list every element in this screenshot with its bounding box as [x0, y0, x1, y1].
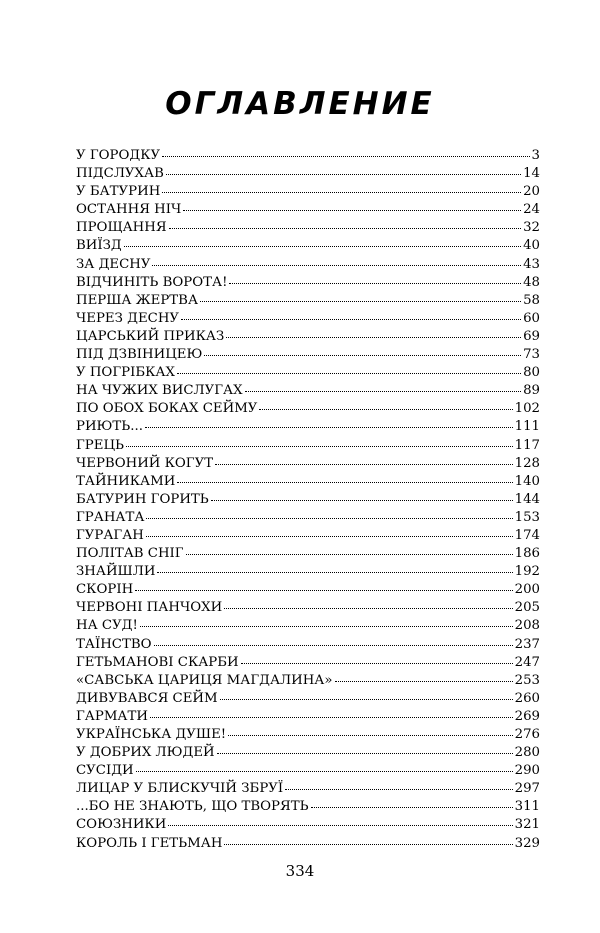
- toc-leader-dots: [135, 590, 512, 591]
- toc-entry-page: 32: [523, 220, 540, 236]
- toc-entry-page: 43: [523, 256, 540, 272]
- toc-entry-page: 3: [531, 148, 540, 163]
- toc-entry-title: ВІДЧИНІТЬ ВОРОТА!: [76, 274, 228, 290]
- toc-entry: [76, 310, 540, 328]
- toc-entry-title: У ГОРОДКУ: [76, 148, 161, 163]
- toc-entry-page: 48: [523, 274, 540, 290]
- page-title: ОГЛАВЛЕНИЕ: [165, 86, 435, 122]
- toc-entry-title: ...БО НЕ ЗНАЮТЬ, ЩО ТВОРЯТЬ: [76, 799, 309, 815]
- toc-entry-page: 40: [523, 238, 540, 254]
- toc-entry-title: ОСТАННЯ НІЧ: [76, 202, 182, 218]
- toc-entry-title: ГУРАГАН: [76, 527, 144, 543]
- toc-leader-dots: [186, 554, 513, 555]
- toc-entry: [76, 473, 540, 491]
- toc-entry-title: ПРОЩАННЯ: [76, 220, 167, 236]
- toc-entry-title: КОРОЛЬ І ГЕТЬМАН: [76, 835, 223, 851]
- toc-leader-dots: [136, 771, 513, 772]
- toc-leader-dots: [169, 228, 521, 229]
- toc-entry-title: БАТУРИН ГОРИТЬ: [76, 491, 209, 507]
- toc-entry-title: ПОЛІТАВ СНІГ: [76, 546, 184, 562]
- toc-entry-page: 329: [514, 835, 540, 851]
- toc-entry-title: ЗА ДЕСНУ: [76, 256, 151, 272]
- table-of-contents: [76, 147, 540, 853]
- toc-leader-dots: [200, 301, 521, 302]
- toc-leader-dots: [220, 699, 513, 700]
- toc-leader-dots: [245, 391, 521, 392]
- toc-entry: [76, 798, 540, 816]
- toc-entry: [76, 364, 540, 382]
- toc-leader-dots: [229, 283, 521, 284]
- toc-entry: [76, 581, 540, 599]
- toc-entry: [76, 382, 540, 400]
- toc-entry-title: ГЕТЬМАНОВІ СКАРБИ: [76, 654, 239, 670]
- toc-entry-page: 89: [523, 383, 540, 399]
- toc-entry-title: ДИВУВАВСЯ СЕЙМ: [76, 690, 218, 706]
- toc-entry: [76, 744, 540, 762]
- toc-entry-page: 140: [514, 473, 540, 489]
- toc-entry-title: ПО ОБОХ БОКАХ СЕЙМУ: [76, 401, 258, 417]
- toc-entry: [76, 147, 540, 165]
- toc-leader-dots: [157, 572, 512, 573]
- toc-entry-title: ЦАРСЬКИЙ ПРИКАЗ: [76, 328, 225, 344]
- toc-entry-page: 69: [523, 328, 540, 344]
- toc-entry: [76, 418, 540, 436]
- toc-entry-page: 144: [514, 491, 540, 507]
- toc-entry-title: ТАЙНИКАМИ: [76, 473, 176, 489]
- toc-entry-page: 128: [514, 455, 540, 471]
- toc-leader-dots: [168, 825, 512, 826]
- toc-entry: [76, 219, 540, 237]
- toc-leader-dots: [150, 717, 513, 718]
- toc-entry: [76, 636, 540, 654]
- toc-entry-title: У ПОГРІБКАХ: [76, 365, 175, 381]
- toc-entry-page: 117: [514, 437, 540, 453]
- toc-entry-page: 73: [523, 347, 540, 363]
- toc-entry-title: ЧЕРЕЗ ДЕСНУ: [76, 310, 180, 326]
- toc-leader-dots: [183, 210, 521, 211]
- toc-entry-title: НА ЧУЖИХ ВИСЛУГАХ: [76, 383, 243, 399]
- toc-entry-title: ЧЕРВОНИЙ КОГУТ: [76, 455, 214, 471]
- toc-entry-title: ЗНАЙШЛИ: [76, 564, 156, 580]
- toc-entry-page: 58: [523, 292, 540, 308]
- toc-leader-dots: [146, 518, 512, 519]
- toc-leader-dots: [162, 192, 521, 193]
- toc-leader-dots: [154, 645, 513, 646]
- toc-leader-dots: [224, 844, 512, 845]
- toc-entry-page: 24: [523, 202, 540, 218]
- toc-entry-title: СКОРІН: [76, 582, 134, 598]
- toc-leader-dots: [177, 482, 512, 483]
- toc-entry: [76, 437, 540, 455]
- toc-entry-title: ТАЇНСТВО: [76, 636, 152, 652]
- toc-entry: [76, 237, 540, 255]
- toc-entry-title: РИЮТЬ...: [76, 419, 143, 435]
- toc-entry-page: 200: [514, 582, 540, 598]
- toc-entry-title: «САВСЬКА ЦАРИЦЯ МАГДАЛИНА»: [76, 672, 333, 688]
- toc-entry-title: ГРЕЦЬ: [76, 437, 125, 453]
- toc-entry-title: ВИЇЗД: [76, 238, 122, 254]
- toc-entry-page: 311: [514, 799, 540, 815]
- toc-entry: [76, 346, 540, 364]
- toc-entry: [76, 201, 540, 219]
- toc-entry: [76, 183, 540, 201]
- toc-entry-title: ПІД ДЗВІНИЦЕЮ: [76, 347, 203, 363]
- toc-leader-dots: [204, 355, 521, 356]
- toc-entry-page: 321: [514, 817, 540, 833]
- toc-entry-title: НА СУД!: [76, 618, 138, 634]
- toc-entry-title: ГРАНАТА: [76, 509, 145, 525]
- toc-entry: [76, 816, 540, 834]
- toc-entry: [76, 599, 540, 617]
- toc-entry-page: 186: [514, 546, 540, 562]
- toc-leader-dots: [146, 536, 513, 537]
- toc-entry: [76, 762, 540, 780]
- toc-entry-page: 192: [514, 564, 540, 580]
- toc-leader-dots: [217, 753, 513, 754]
- toc-entry: [76, 835, 540, 853]
- toc-entry-title: СУСІДИ: [76, 763, 134, 779]
- toc-entry: [76, 491, 540, 509]
- toc-entry: [76, 545, 540, 563]
- toc-entry-page: 269: [514, 708, 540, 724]
- toc-leader-dots: [211, 500, 513, 501]
- toc-entry: [76, 274, 540, 292]
- toc-entry: [76, 617, 540, 635]
- toc-entry-title: У БАТУРИН: [76, 184, 161, 200]
- toc-leader-dots: [140, 626, 513, 627]
- toc-entry: [76, 165, 540, 183]
- toc-entry-title: ЧЕРВОНІ ПАНЧОХИ: [76, 600, 223, 616]
- toc-leader-dots: [226, 337, 521, 338]
- toc-entry-page: 20: [523, 184, 540, 200]
- toc-leader-dots: [215, 464, 513, 465]
- toc-entry-page: 297: [514, 781, 540, 797]
- toc-leader-dots: [124, 246, 521, 247]
- toc-entry: [76, 672, 540, 690]
- toc-leader-dots: [285, 789, 512, 790]
- toc-entry-page: 174: [514, 527, 540, 543]
- toc-leader-dots: [126, 446, 513, 447]
- toc-entry: [76, 509, 540, 527]
- toc-entry-title: УКРАЇНСЬКА ДУШЕ!: [76, 727, 227, 742]
- toc-leader-dots: [166, 174, 521, 175]
- toc-entry-page: 111: [514, 419, 540, 435]
- toc-entry: [76, 726, 540, 744]
- toc-entry: [76, 400, 540, 418]
- toc-entry-page: 80: [523, 365, 540, 381]
- toc-entry: [76, 563, 540, 581]
- toc-entry: [76, 455, 540, 473]
- toc-entry: [76, 708, 540, 726]
- toc-entry-page: 102: [514, 401, 540, 417]
- toc-entry-page: 14: [523, 166, 540, 182]
- toc-leader-dots: [259, 409, 512, 410]
- toc-entry-page: 247: [514, 654, 540, 670]
- toc-leader-dots: [152, 265, 521, 266]
- toc-leader-dots: [311, 807, 513, 808]
- toc-entry-title: СОЮЗНИКИ: [76, 817, 167, 833]
- toc-entry-title: ПЕРША ЖЕРТВА: [76, 292, 199, 308]
- toc-entry-page: 60: [523, 310, 540, 326]
- toc-entry-page: 208: [514, 618, 540, 634]
- toc-leader-dots: [224, 608, 512, 609]
- toc-leader-dots: [145, 427, 513, 428]
- toc-entry: [76, 780, 540, 798]
- toc-entry-page: 276: [514, 727, 540, 742]
- toc-leader-dots: [335, 681, 513, 682]
- toc-entry: [76, 690, 540, 708]
- toc-entry-title: ГАРМАТИ: [76, 708, 148, 724]
- toc-entry: [76, 292, 540, 310]
- toc-entry-page: 290: [514, 763, 540, 779]
- toc-entry: [76, 654, 540, 672]
- toc-entry: [76, 527, 540, 545]
- page-number: 334: [285, 862, 315, 880]
- toc-entry-page: 153: [514, 509, 540, 525]
- toc-entry-title: ЛИЦАР У БЛИСКУЧІЙ ЗБРУЇ: [76, 781, 284, 797]
- toc-entry-page: 205: [514, 600, 540, 616]
- toc-entry-page: 260: [514, 690, 540, 706]
- toc-leader-dots: [228, 735, 512, 736]
- toc-entry-title: У ДОБРИХ ЛЮДЕЙ: [76, 745, 215, 761]
- toc-entry-page: 253: [514, 672, 540, 688]
- toc-leader-dots: [241, 663, 513, 664]
- toc-entry-page: 237: [514, 636, 540, 652]
- toc-leader-dots: [181, 319, 521, 320]
- toc-entry-title: ПІДСЛУХАВ: [76, 166, 164, 182]
- toc-leader-dots: [177, 373, 521, 374]
- toc-entry: [76, 328, 540, 346]
- toc-entry: [76, 256, 540, 274]
- toc-entry-page: 280: [514, 745, 540, 761]
- toc-leader-dots: [162, 156, 529, 157]
